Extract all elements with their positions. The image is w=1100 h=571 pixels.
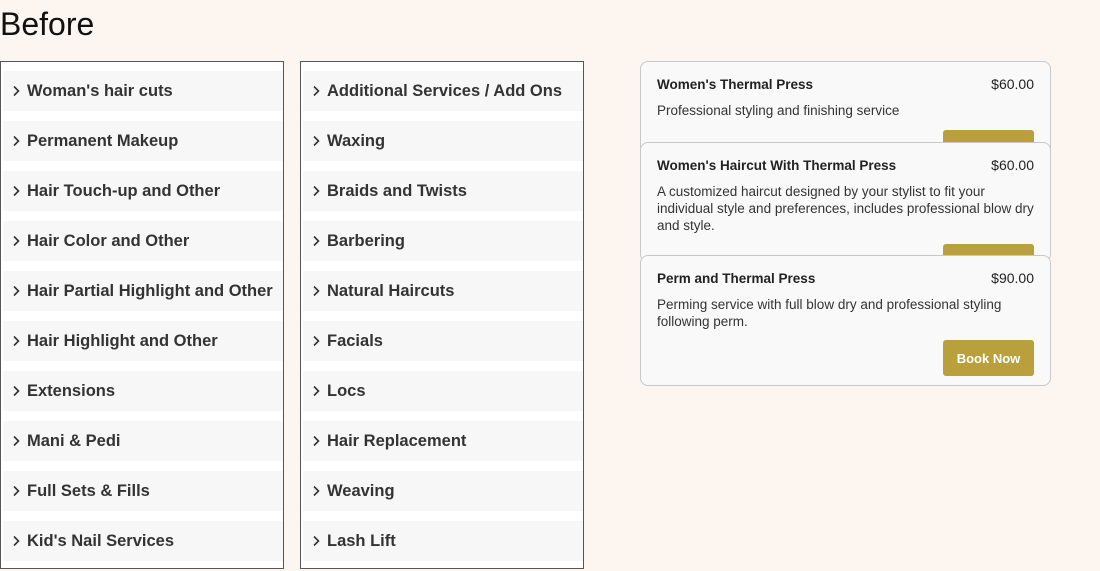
category-item[interactable]: [303, 421, 583, 461]
category-list-left: [0, 61, 284, 569]
service-card: [640, 255, 1051, 386]
category-label: Additional Services / Add Ons: [327, 81, 563, 100]
service-name: Perm and Thermal Press: [657, 271, 816, 286]
category-label: Kid's Nail Services: [27, 531, 175, 550]
category-item[interactable]: [3, 171, 283, 211]
category-item[interactable]: [303, 321, 583, 361]
category-label: Full Sets & Fills: [27, 481, 150, 500]
page-title: Before: [0, 6, 95, 42]
service-price: $60.00: [991, 157, 1034, 173]
chevron-right-icon: [305, 235, 327, 247]
category-item[interactable]: [303, 171, 583, 211]
chevron-right-icon: [5, 435, 27, 447]
chevron-right-icon: [305, 335, 327, 347]
category-item[interactable]: [303, 221, 583, 261]
service-name: Women's Thermal Press: [657, 77, 814, 92]
category-label: Facials: [327, 331, 383, 350]
category-item[interactable]: [303, 121, 583, 161]
category-item[interactable]: [303, 371, 583, 411]
category-label: Hair Replacement: [327, 431, 467, 450]
chevron-right-icon: [305, 485, 327, 497]
category-item[interactable]: [303, 521, 583, 561]
category-label: Mani & Pedi: [27, 431, 121, 450]
service-description: Professional styling and finishing service: [657, 103, 900, 118]
chevron-right-icon: [5, 135, 27, 147]
category-item[interactable]: [303, 471, 583, 511]
category-list-right: [300, 61, 584, 569]
category-label: Hair Touch-up and Other: [27, 181, 221, 200]
chevron-right-icon: [305, 185, 327, 197]
category-item[interactable]: [3, 71, 283, 111]
category-label: Natural Haircuts: [327, 281, 455, 300]
book-now-button[interactable]: Book Now: [943, 340, 1034, 376]
chevron-right-icon: [5, 485, 27, 497]
category-item[interactable]: [3, 471, 283, 511]
category-item[interactable]: [3, 221, 283, 261]
category-label: Hair Highlight and Other: [27, 331, 218, 350]
chevron-right-icon: [5, 335, 27, 347]
category-label: Lash Lift: [327, 531, 396, 550]
chevron-right-icon: [305, 385, 327, 397]
chevron-right-icon: [5, 285, 27, 297]
category-label: Woman's hair cuts: [27, 81, 173, 100]
category-label: Hair Partial Highlight and Other: [27, 281, 273, 300]
category-label: Hair Color and Other: [27, 231, 190, 250]
category-item[interactable]: [3, 421, 283, 461]
service-price: $60.00: [991, 76, 1034, 92]
category-label: Extensions: [27, 381, 116, 400]
chevron-right-icon: [5, 185, 27, 197]
category-label: Braids and Twists: [327, 181, 467, 200]
category-item[interactable]: [3, 521, 283, 561]
chevron-right-icon: [5, 85, 27, 97]
chevron-right-icon: [5, 235, 27, 247]
category-item[interactable]: [303, 71, 583, 111]
category-label: Locs: [327, 381, 366, 400]
service-price: $90.00: [991, 270, 1034, 286]
service-name: Women's Haircut With Thermal Press: [657, 158, 897, 173]
chevron-right-icon: [5, 385, 27, 397]
service-card: [640, 142, 1051, 262]
category-item[interactable]: [3, 121, 283, 161]
category-label: Waxing: [327, 131, 386, 150]
chevron-right-icon: [305, 435, 327, 447]
category-item[interactable]: [3, 371, 283, 411]
chevron-right-icon: [305, 535, 327, 547]
chevron-right-icon: [305, 85, 327, 97]
category-label: Weaving: [327, 481, 395, 500]
category-label: Barbering: [327, 231, 405, 250]
service-description: Perming service with full blow dry and professional styling following perm.: [657, 297, 1002, 329]
chevron-right-icon: [5, 535, 27, 547]
chevron-right-icon: [305, 285, 327, 297]
category-label: Permanent Makeup: [27, 131, 179, 150]
chevron-right-icon: [305, 135, 327, 147]
service-description: A customized haircut designed by your stylist to fit your individual style and preferences, includes professional blow dry and style.: [657, 184, 1034, 233]
category-item[interactable]: [3, 271, 283, 311]
category-item[interactable]: [3, 321, 283, 361]
category-item[interactable]: [303, 271, 583, 311]
